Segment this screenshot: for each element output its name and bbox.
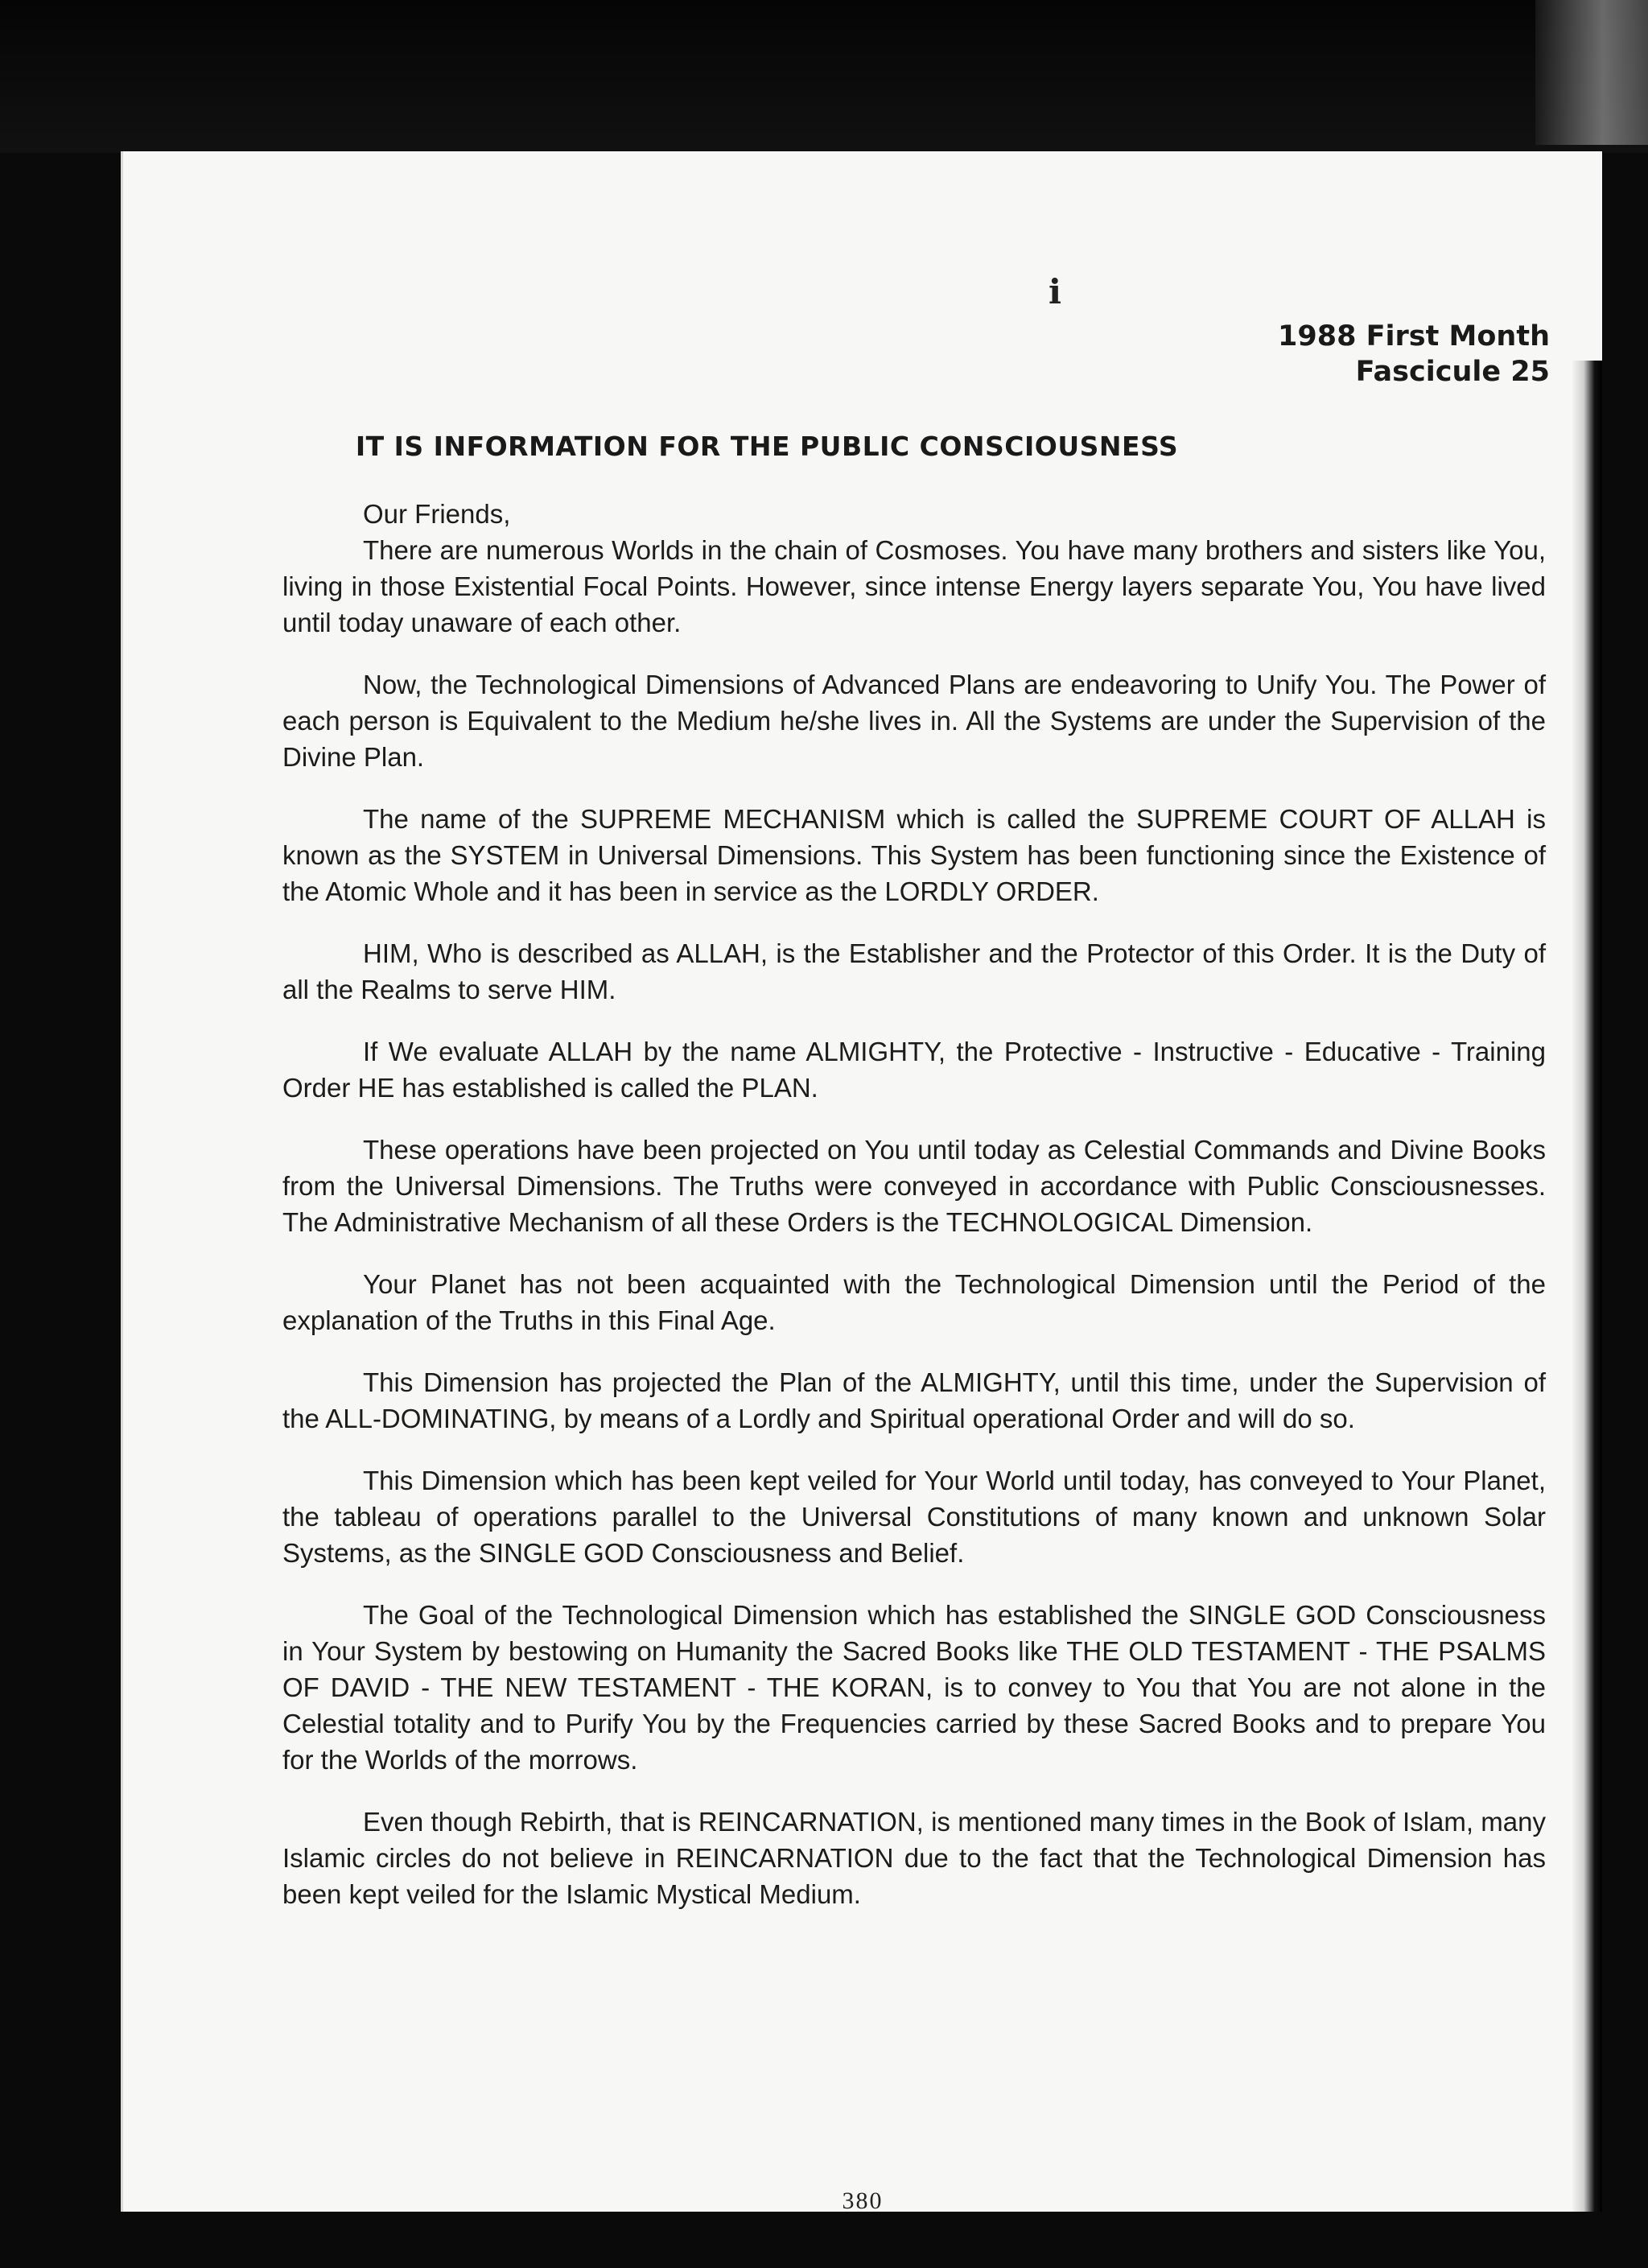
- paragraph: Your Planet has not been acquainted with the Technological Dimension until the Period of the explanation of the Truths in this Final Age.: [282, 1269, 1546, 1335]
- paragraph: The name of the SUPREME MECHANISM which is called the SUPREME COURT OF ALLAH is known as the SYSTEM in Universal Dimensions. This System has been functioning since the Existence of the Atomic Whole and it has been in service as the LORDLY ORDER.: [282, 804, 1546, 906]
- header-fascicule: Fascicule 25: [1355, 356, 1550, 388]
- paragraph: This Dimension which has been kept veiled for Your World until today, has conveyed to Your Planet, the tableau of operations parallel to the Universal Constitutions of many known and unknown Solar Systems, as the SINGLE GOD Consciousness and Belief.: [282, 1466, 1546, 1568]
- page-number: 380: [842, 2188, 884, 2214]
- paragraph: This Dimension has projected the Plan of the ALMIGHTY, until this time, under the Supervision of the ALL-DOMINATING, by means of a Lordly and Spiritual operational Order and will do so.: [282, 1367, 1546, 1433]
- paragraph: The Goal of the Technological Dimension which has established the SINGLE GOD Consciousness in Your System by bestowing on Humanity the Sacred Books like THE OLD TESTAMENT - THE PSALMS OF DAVID - THE NEW TESTAMENT - THE KORAN, is to convey to You that You are not alone in the Celestial totality and to Purify You by the Frequencies carried by these Sacred Books and to prepare You for the Worlds of the morrows.: [282, 1600, 1546, 1775]
- paragraph: There are numerous Worlds in the chain of Cosmoses. You have many brothers and sisters like You, living in those Existential Focal Points. However, since intense Energy layers separate You, You have lived until today unaware of each other.: [282, 535, 1546, 637]
- scan-top-shadow: [0, 0, 1648, 153]
- page-edge-shadow: [1572, 361, 1602, 2212]
- header-date: 1988 First Month: [1278, 320, 1550, 353]
- paragraph: If We evaluate ALLAH by the name ALMIGHTY, the Protective - Instructive - Educative - Training Order HE has established is called the PLAN.: [282, 1037, 1546, 1103]
- fascicule-header: [1278, 319, 1550, 390]
- paragraph: HIM, Who is described as ALLAH, is the Establisher and the Protector of this Order. It is the Duty of all the Realms to serve HIM.: [282, 938, 1546, 1004]
- paragraph: Now, the Technological Dimensions of Advanced Plans are endeavoring to Unify You. The Power of each person is Equivalent to the Medium he/she lives in. All the Systems are under the Supervision of the Divine Plan.: [282, 670, 1546, 772]
- paragraph: Even though Rebirth, that is REINCARNATION, is mentioned many times in the Book of Islam, many Islamic circles do not believe in REINCARNATION due to the fact that the Technological Dimension has been kept veiled for the Islamic Mystical Medium.: [282, 1807, 1546, 1909]
- paragraph: These operations have been projected on You until today as Celestial Commands and Divine Books from the Universal Dimensions. The Truths were conveyed in accordance with Public Consciousnesses. The Administrative Mechanism of all these Orders is the TECHNOLOGICAL Dimension.: [282, 1135, 1546, 1237]
- page-marker: i: [1049, 272, 1061, 311]
- page-title: IT IS INFORMATION FOR THE PUBLIC CONSCIOUSNESS: [355, 431, 1179, 462]
- salutation: Our Friends,: [363, 499, 511, 529]
- body-text: [282, 496, 1546, 1938]
- scan-glare: [1535, 0, 1648, 145]
- document-page: [121, 151, 1602, 2212]
